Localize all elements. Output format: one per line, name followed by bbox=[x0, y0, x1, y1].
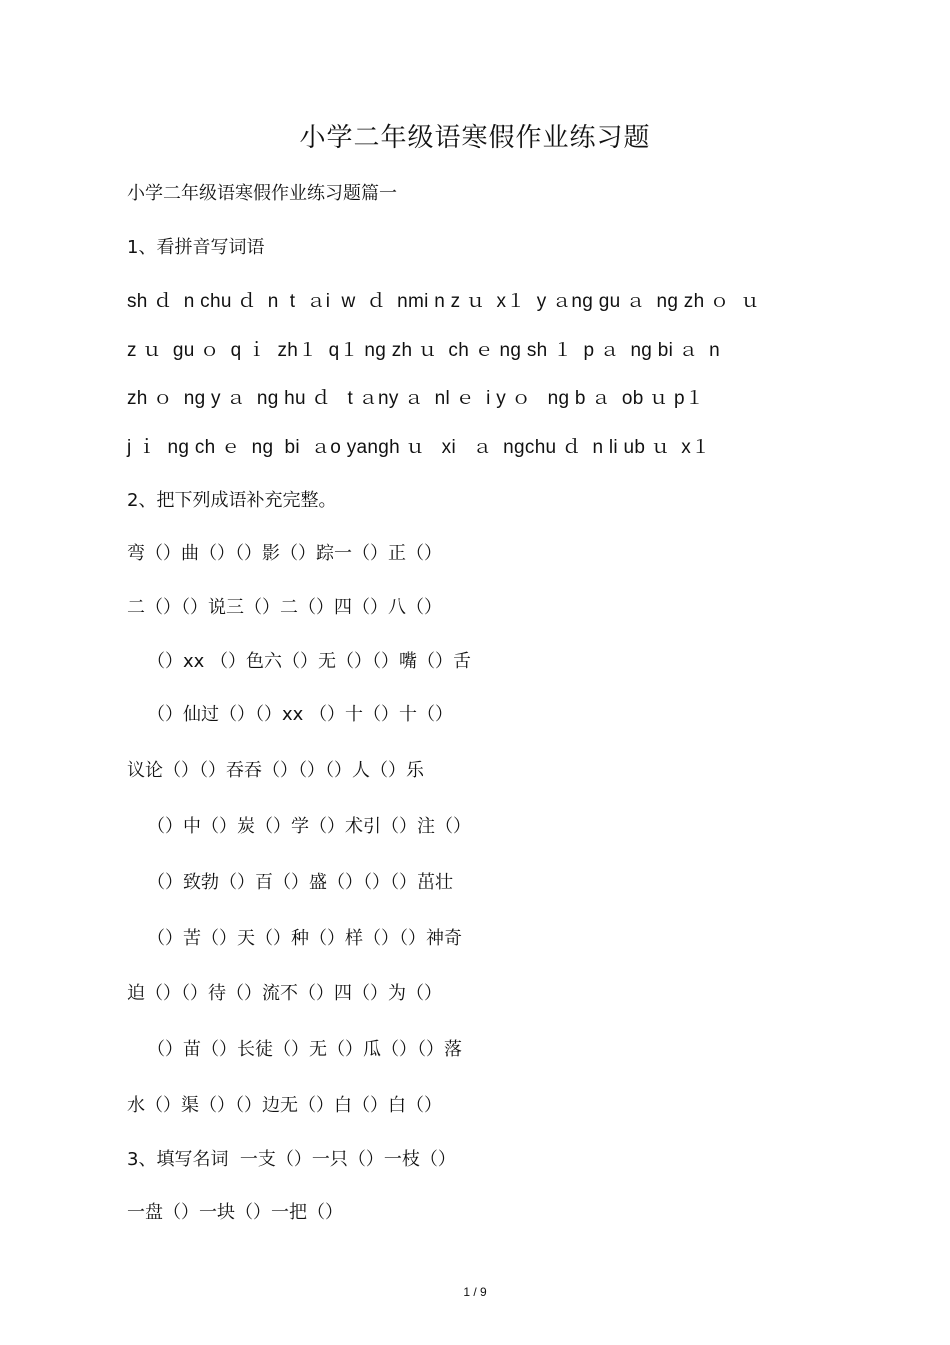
idiom-line: 弯（）曲（）（）影（）踪一（）正（） bbox=[127, 543, 442, 564]
idiom-line: （）苗（）长徒（）无（）瓜（）（）落 bbox=[147, 1039, 462, 1060]
pinyin-line: sh ｄ n chu ｄ n t ａi w ｄ nmi n z ｕ x１ y ａng gu ａ ng zh ｏ ｕ bbox=[127, 291, 760, 312]
section-2-heading: 2、把下列成语补充完整。 bbox=[127, 490, 337, 511]
page-number: 1 / 9 bbox=[463, 1285, 487, 1299]
idiom-line: 议论（）（）吞吞（）（）（）人（）乐 bbox=[127, 760, 424, 781]
idiom-line: （）致勃（）百（）盛（）（）（）茁壮 bbox=[147, 872, 453, 893]
document-title: 小学二年级语寒假作业练习题 bbox=[299, 123, 651, 153]
idiom-line: （）苦（）天（）种（）样（）（）神奇 bbox=[147, 928, 462, 949]
pinyin-line: z ｕ gu ｏ q ｉ zh１ q１ ng zh ｕ ch ｅ ng sh １ p ａ ng bi ａ n bbox=[127, 340, 721, 361]
idiom-line: 二（）（）说三（）二（）四（）八（） bbox=[127, 597, 442, 618]
pinyin-line: j ｉ ng ch ｅ ng bi ａo yangh ｕ xi ａ ngchu ｄ n li ub ｕ x１ bbox=[127, 437, 711, 458]
section-1-heading: 1、看拼音写词语 bbox=[127, 237, 265, 258]
pinyin-line: zh ｏ ng y ａ ng hu ｄ t ａny ａ nl ｅ i y ｏ ng b ａ ob ｕ p１ bbox=[127, 388, 705, 409]
section-3-heading: 3、填写名词 一支（）一只（）一枝（） bbox=[127, 1149, 456, 1170]
idiom-line: （）仙过（）（）xx （）十（）十（） bbox=[147, 704, 454, 725]
idiom-line: 迫（）（）待（）流不（）四（）为（） bbox=[127, 983, 442, 1004]
section-3-line: 一盘（）一块（）一把（） bbox=[127, 1202, 343, 1223]
idiom-line: 水（）渠（）（）边无（）白（）白（） bbox=[127, 1095, 442, 1116]
idiom-line: （）中（）炭（）学（）术引（）注（） bbox=[147, 816, 471, 837]
document-subtitle: 小学二年级语寒假作业练习题篇一 bbox=[127, 183, 397, 204]
idiom-line: （）xx （）色六（）无（）（）嘴（）舌 bbox=[147, 651, 472, 672]
